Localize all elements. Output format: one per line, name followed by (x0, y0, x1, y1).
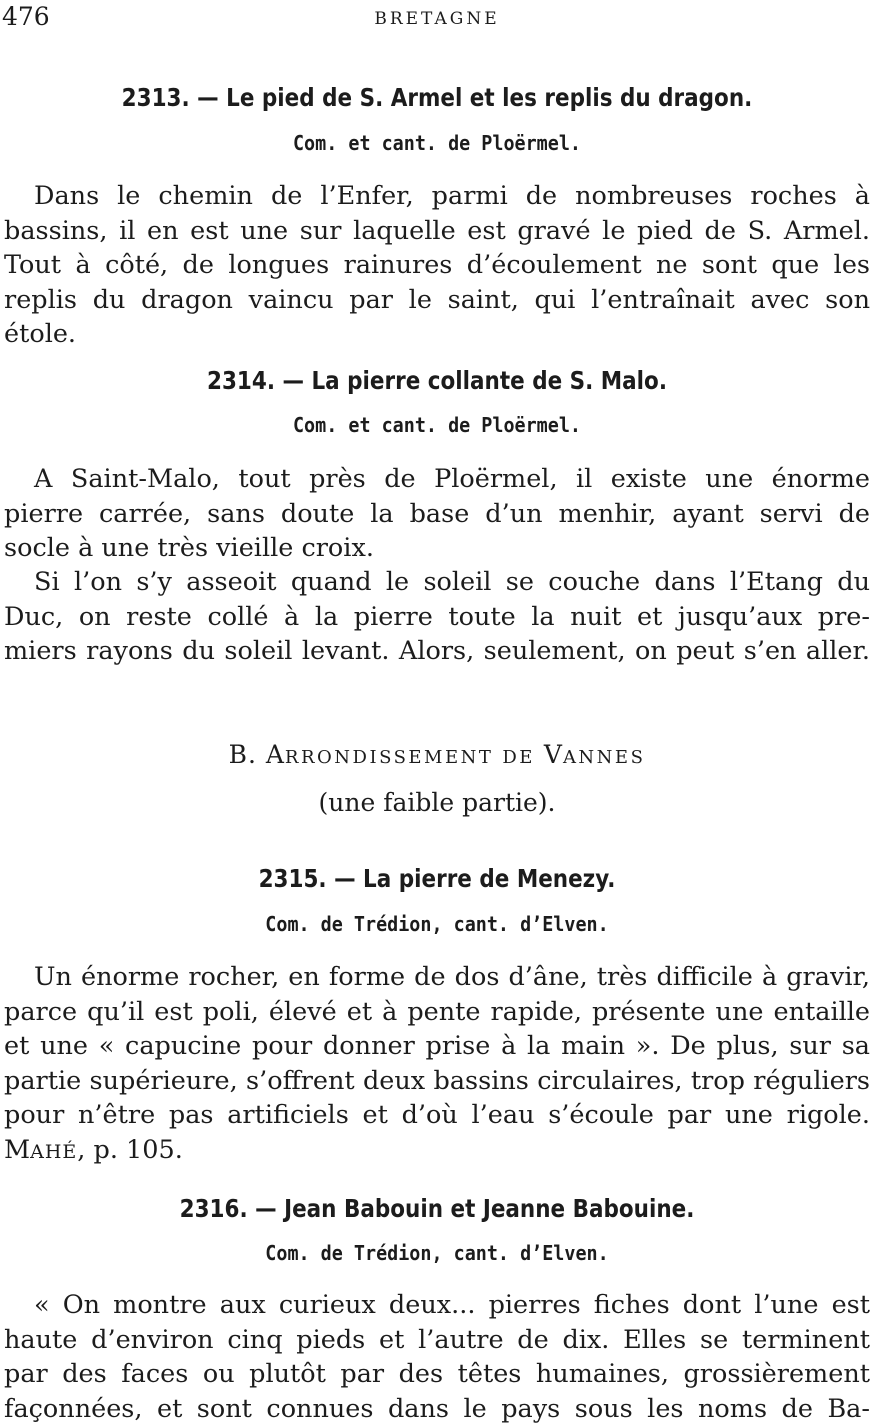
text-line: « On montre aux curieux deux... pierres fiches dont l’une est (4, 1288, 870, 1323)
text-line: partie supérieure, s’offrent deux bassins circulaires, trop réguliers (4, 1064, 870, 1099)
entry-paragraph-2314a (4, 462, 870, 566)
text-line: parce qu’il est poli, élevé et à pente rapide, présente une entaille (4, 995, 870, 1030)
text-line: haute d’environ cinq pieds et l’autre de dix. Elles se terminent (4, 1323, 870, 1358)
text-line: Tout à côté, de longues rainures d’écoulement ne sont que les (4, 248, 870, 283)
text-line: Un énorme rocher, en forme de dos d’âne, très difficile à gravir, (4, 960, 870, 995)
citation-author-initial: M (4, 1135, 30, 1165)
entry-title-2314: 2314. — La pierre collante de S. Malo. (61, 366, 813, 396)
section-heading (0, 740, 874, 773)
text-line: miers rayons du soleil levant. Alors, seulement, on peut s’en aller. (4, 634, 870, 669)
text-line: pour n’être pas artificiels et d’où l’eau s’écoule par une rigole. (4, 1098, 870, 1133)
text-line: bassins, il en est une sur laquelle est gravé le pied de S. Armel. (4, 214, 870, 249)
entry-paragraph-2316 (4, 1288, 870, 1426)
text-line: replis du dragon vaincu par le saint, qui l’entraînait avec son (4, 283, 870, 318)
running-head (0, 4, 874, 30)
entry-title-2315: 2315. — La pierre de Menezy. (61, 864, 813, 894)
page-number: 476 (2, 4, 50, 30)
entry-paragraph-2315 (4, 960, 870, 1167)
section-letter: B. (229, 740, 257, 769)
text-line: et une « capucine pour donner prise à la main ». De plus, sur sa (4, 1029, 870, 1064)
citation-author-smallcaps: AHÉ (30, 1141, 77, 1163)
text-line: par des faces ou plutôt par des têtes humaines, grossièrement (4, 1357, 870, 1392)
section-word-initial: A (266, 740, 285, 769)
text-line: socle à une très vieille croix. (4, 531, 870, 566)
section-word-smallcaps: ANNES (563, 747, 645, 768)
text-line: façonnées, et sont connues dans le pays sous les noms de Ba- (4, 1392, 870, 1426)
text-line: A Saint-Malo, tout près de Ploërmel, il existe une énorme (4, 462, 870, 497)
text-line: étole. (4, 317, 870, 352)
section-word-smallcaps: DE (502, 747, 535, 768)
entry-title-2316: 2316. — Jean Babouin et Jeanne Babouine. (61, 1194, 813, 1224)
running-title: BRETAGNE (0, 8, 874, 30)
section-word-initial: V (544, 740, 563, 769)
entry-location-2313: Com. et cant. de Ploërmel. (35, 130, 839, 156)
entry-paragraph-2314b (4, 565, 870, 669)
text-line: Dans le chemin de l’Enfer, parmi de nombreuses roches à (4, 179, 870, 214)
section-word-smallcaps: RRONDISSEMENT (285, 747, 493, 768)
section-subtitle: (une faible partie). (0, 788, 874, 818)
entry-paragraph-2313 (4, 179, 870, 352)
text-line: Duc, on reste collé à la pierre toute la nuit et jusqu’aux pre- (4, 600, 870, 635)
entry-location-2316: Com. de Trédion, cant. d’Elven. (35, 1240, 839, 1266)
entry-title-2313: 2313. — Le pied de S. Armel et les replis du dragon. (61, 83, 813, 113)
entry-location-2314: Com. et cant. de Ploërmel. (35, 412, 839, 438)
citation (4, 1133, 870, 1168)
text-line: Si l’on s’y asseoit quand le soleil se couche dans l’Etang du (4, 565, 870, 600)
entry-location-2315: Com. de Trédion, cant. d’Elven. (35, 911, 839, 937)
citation-reference: , p. 105. (77, 1135, 183, 1165)
text-line: pierre carrée, sans doute la base d’un menhir, ayant servi de (4, 497, 870, 532)
